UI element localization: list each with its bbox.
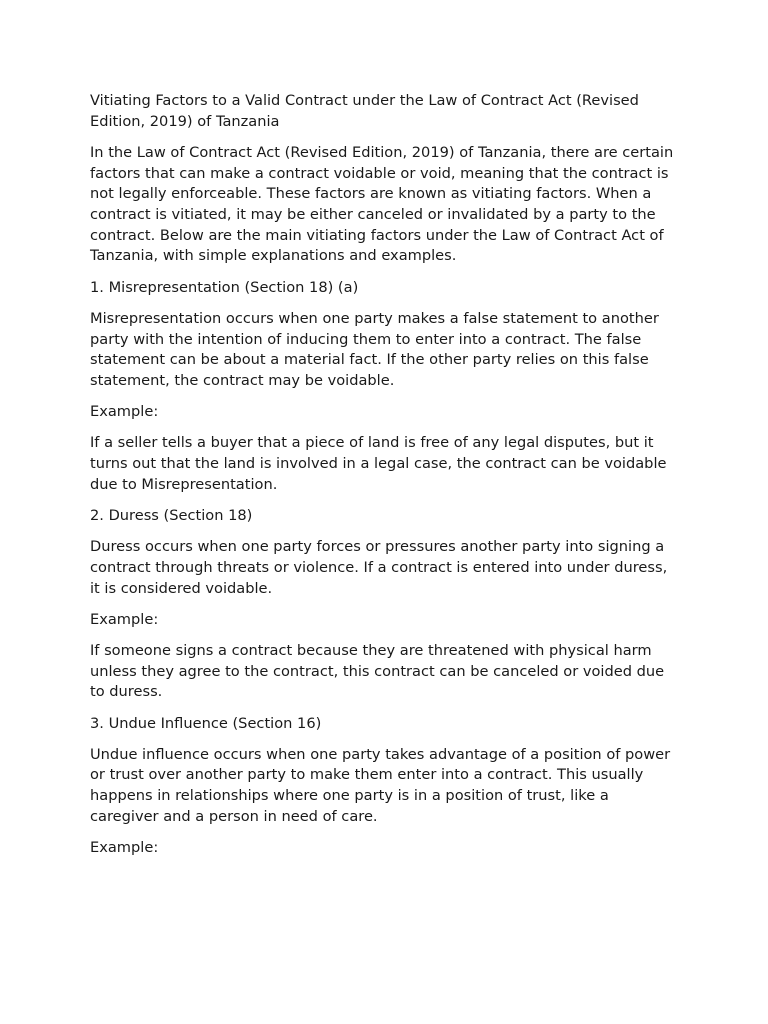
section-body-misrepresentation: Misrepresentation occurs when one party makes a false statement to another party with the intention of inducing them to enter into a contract. The false statement can be about a material fact. If the other party relies on this false statement, the contract may be voidable.	[90, 309, 659, 389]
section-heading-duress: 2. Duress (Section 18)	[90, 506, 253, 524]
section-heading-misrepresentation: 1. Misrepresentation (Section 18) (a)	[90, 278, 359, 296]
example-label: Example:	[90, 839, 159, 857]
section-body-duress: Duress occurs when one party forces or pressures another party into signing a contract through threats or violence. If a contract is entered into under duress, it is considered voidable.	[90, 538, 668, 597]
example-text-misrepresentation: If a seller tells a buyer that a piece of land is free of any legal disputes, but it turns out that the land is involved in a legal case, the contract can be voidable due to Misrepresentation.	[90, 434, 667, 493]
document-page	[90, 91, 680, 869]
intro-paragraph: In the Law of Contract Act (Revised Edition, 2019) of Tanzania, there are certain factors that can make a contract voidable or void, meaning that the contract is not legally enforceable. These factors are known as vitiating factors. When a contract is vitiated, it may be either canceled or invalidated by a party to the contract. Below are the main vitiating factors under the Law of Contract Act of Tanzania, with simple explanations and examples.	[90, 143, 674, 265]
example-text-duress: If someone signs a contract because they are threatened with physical harm unless they agree to the contract, this contract can be canceled or voided due to duress.	[90, 641, 665, 701]
example-label: Example:	[90, 403, 159, 421]
section-heading-undue-influence: 3. Undue Influence (Section 16)	[90, 714, 322, 732]
document-title: Vitiating Factors to a Valid Contract under the Law of Contract Act (Revised Edition, 2019) of Tanzania	[90, 92, 639, 130]
example-label: Example:	[90, 610, 159, 628]
section-body-undue-influence: Undue influence occurs when one party takes advantage of a position of power or trust over another party to make them enter into a contract. This usually happens in relationships where one party is in a position of trust, like a caregiver and a person in need of care.	[90, 745, 671, 825]
